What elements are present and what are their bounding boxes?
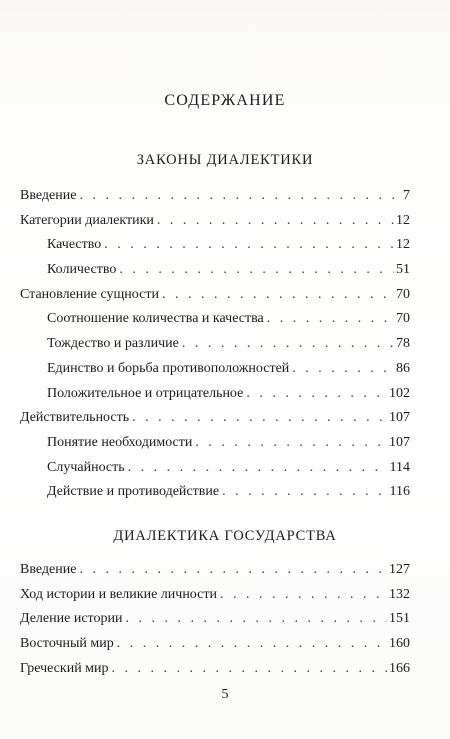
toc-entry-page: 12 <box>396 212 410 228</box>
leader-dots <box>267 309 394 329</box>
toc-entry-page: 7 <box>403 188 410 203</box>
toc-entry-label: Ход истории и великие личности <box>20 586 217 602</box>
toc-entry-page: 114 <box>389 459 410 475</box>
leader-dots <box>222 482 387 502</box>
toc-entry-label: Введение <box>20 562 77 577</box>
toc-entry-page: 166 <box>389 660 410 676</box>
toc-entry-label: Деление истории <box>20 611 123 627</box>
leader-dots <box>112 659 387 679</box>
toc-entry-label: Введение <box>20 188 77 203</box>
toc-entry-label: Количество <box>47 262 117 278</box>
toc-subentry <box>20 334 410 359</box>
toc-entry-page: 151 <box>389 611 410 627</box>
toc-entry <box>20 634 410 659</box>
toc-entry <box>20 186 410 211</box>
toc-entry-label: Единство и борьба противоположностей <box>47 360 290 376</box>
toc-entry-label: Категории диалектики <box>20 212 154 228</box>
leader-dots <box>132 408 387 428</box>
leader-dots <box>104 235 394 255</box>
toc-entry-label: Действительность <box>20 410 130 426</box>
toc-entry-label: Греческий мир <box>20 660 109 676</box>
leader-dots <box>128 458 388 478</box>
leader-dots <box>125 609 387 629</box>
section-title-zakony: ЗАКОНЫ ДИАЛЕКТИКИ <box>136 152 314 168</box>
toc-entry-page: 116 <box>389 484 410 500</box>
leader-dots <box>79 186 401 206</box>
toc-entry <box>20 560 410 585</box>
toc-subentry <box>20 260 410 285</box>
toc-entry-label: Действие и противодействие <box>47 484 220 500</box>
toc-entry-page: 78 <box>396 336 410 352</box>
toc-entry-page: 51 <box>396 262 410 278</box>
toc-entry-page: 12 <box>396 237 410 253</box>
toc-entry <box>20 609 410 634</box>
toc-entry-page: 107 <box>389 410 410 426</box>
leader-dots <box>119 260 394 280</box>
toc-entry-page: 86 <box>396 360 410 376</box>
toc-subentry <box>20 359 410 384</box>
toc-entry-label: Тождество и различие <box>47 336 179 352</box>
toc-entry <box>20 408 410 433</box>
toc-subentry <box>20 482 410 507</box>
toc-entry-page: 132 <box>389 586 410 602</box>
leader-dots <box>79 560 387 580</box>
leader-dots <box>195 433 387 453</box>
toc-entry-label: Становление сущности <box>20 286 159 302</box>
leader-dots <box>182 334 394 354</box>
toc-subentry <box>20 309 410 334</box>
leader-dots <box>292 359 394 379</box>
toc-entry-label: Восточный мир <box>20 636 114 652</box>
leader-dots <box>157 211 394 231</box>
toc-entry-page: 107 <box>389 434 410 450</box>
toc-entry <box>20 585 410 610</box>
leader-dots <box>246 384 387 404</box>
toc-entry <box>20 659 410 684</box>
leader-dots <box>117 634 387 654</box>
page-title: СОДЕРЖАНИЕ <box>164 92 286 109</box>
toc-section-dialektika <box>20 560 410 683</box>
toc-entry-page: 127 <box>389 562 410 577</box>
section-title-dialektika: ДИАЛЕКТИКА ГОСУДАРСТВА <box>113 528 337 544</box>
toc-entry-page: 70 <box>396 311 410 327</box>
toc-subentry <box>20 384 410 409</box>
toc-section-zakony <box>20 186 410 507</box>
toc-entry-label: Качество <box>47 237 102 253</box>
toc-entry-label: Положительное и отрицательное <box>47 385 244 401</box>
toc-entry-label: Соотношение количества и качества <box>47 311 264 327</box>
leader-dots <box>162 285 394 305</box>
toc-entry <box>20 211 410 236</box>
toc-entry-label: Случайность <box>47 459 125 475</box>
toc-entry-page: 70 <box>396 286 410 302</box>
toc-subentry <box>20 433 410 458</box>
toc-subentry <box>20 458 410 483</box>
toc-entry-page: 102 <box>389 385 410 401</box>
toc-subentry <box>20 235 410 260</box>
leader-dots <box>220 585 387 605</box>
toc-entry-page: 160 <box>389 636 410 652</box>
toc-entry-label: Понятие необходимости <box>47 434 193 450</box>
toc-entry <box>20 285 410 310</box>
page-number: 5 <box>221 687 229 702</box>
